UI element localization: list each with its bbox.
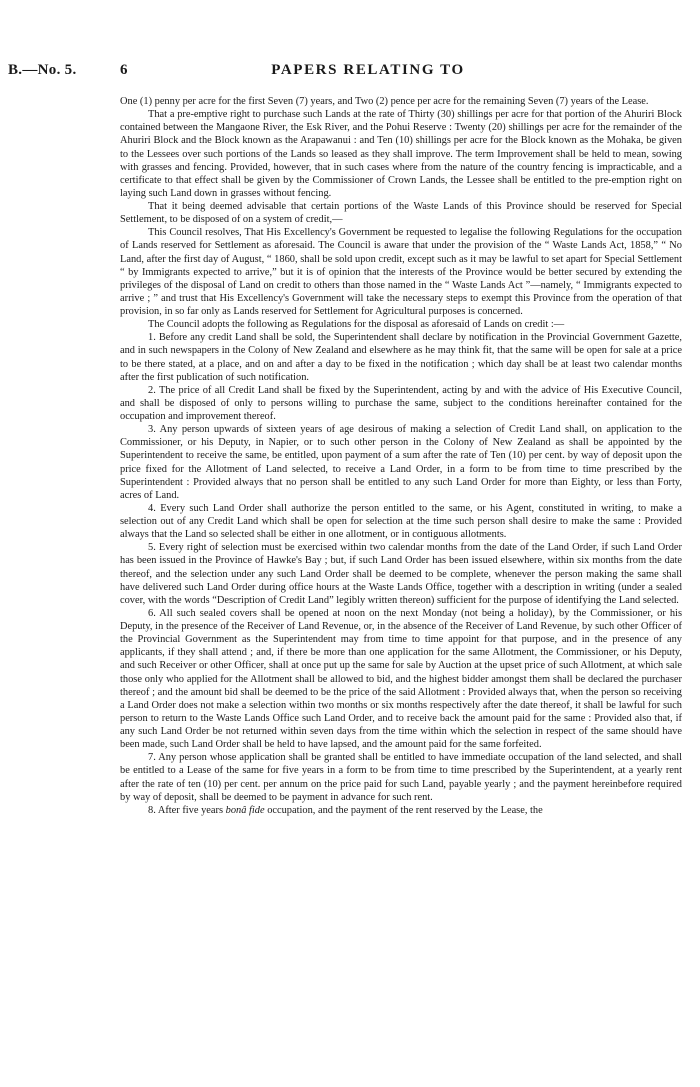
regulation-1: 1. Before any credit Land shall be sold, the Superintendent shall declare by notification in the Provincial Government Gazette, and in such newspapers in the Colony of New Zealand and elsewhere as he may think fit, that the same will be open for sale at a price to be there stated, at a place, and on and after a day to be fixed in the notification ; which day shall be at least two calendar months after the first publication of such notification. xyxy=(120,332,682,383)
regulation-6: 6. All such sealed covers shall be opened at noon on the next Monday (not being a holiday), by the Commissioner, or his Deputy, in the presence of the Receiver of Land Revenue, or, in the absence of the Receiver of Land Revenue, by such other Officer of the Provincial Government as the Superintendent may from time to time appoint for that purpose, and in the presence of any applicants, if they shall attend ; and, if there be more than one application for the same Allotment, the Commissioner, or his Deputy, and such Receiver or other Officer, shall at once put up the same for sale by Auction at the upset price of such Allotment, at which sale those only who applied for the Allotment shall be allowed to bid, and the highest bidder amongst them shall be declared the purchaser thereof ; and the amount bid shall be deemed to be the price of the said Allotment : Provided always that, when the person so receiving a Land Order does not make a selection within two months or six months respectively after the date thereof, it shall be lawful for such person to return to the Waste Lands Office such Land Order, and to receive back the amount paid for the same : Provided also that, if any such Land Order be not returned within seven days from the time within which the selection in respect of the same should have been made, such Land Order shall be held to have lapsed, and the amount paid for the same forfeited. xyxy=(120,607,682,751)
body-text xyxy=(120,95,682,817)
paragraph: This Council resolves, That His Excellency's Government be requested to legalise the following Regulations for the occupation of Lands reserved for Settlement as aforesaid. The Council is aware that under the provision of the “ Waste Lands Act, 1858,” “ No Land, after the first day of August, “ 1860, shall be sold upon credit, except such as it may be lawful to set apart for Special Settlement “ by Immigrants expected to arrive,” but it is of opinion that the interests of the Province would be better secured by extending the privileges of the disposal of Land on credit to others than those named in the “ Waste Lands Act ”—namely, “ Immigrants expected to arrive ; ” and trust that His Excellency's Government will take the necessary steps to exempt this Province from the operation of that provision, in so far only as Lands reserved for Settlement for Agricultural purposes is concerned. xyxy=(120,227,682,317)
page-header xyxy=(8,62,692,84)
regulation-8-tail: occupation, and the payment of the rent reserved by the Lease, the xyxy=(264,804,543,816)
page-number: 6 xyxy=(120,62,128,78)
regulation-4: 4. Every such Land Order shall authorize the person entitled to the same, or his Agent, constituted in writing, to make a selection out of any Credit Land which shall be open for selection at the time such person shall desire to make the same : Provided always that the Land so selected shall be either in one allotment, or in contiguous allotments. xyxy=(120,502,682,541)
document-reference: B.—No. 5. xyxy=(8,62,77,78)
paragraph: That it being deemed advisable that certain portions of the Waste Lands of this Province should be reserved for Special Settlement, to be disposed of on a system of credit,— xyxy=(120,201,682,226)
regulation-7: 7. Any person whose application shall be granted shall be entitled to have immediate occupation of the land selected, and shall be entitled to a Lease of the same for five years in a form to be from time to time prescribed by the Superintendent, at a yearly rent after the rate of ten (10) per cent. per annum on the price paid for such Land, payable yearly ; and the payment hereinbefore required by way of deposit, shall be deemed to be payment in advance for such rent. xyxy=(120,752,682,803)
regulation-8 xyxy=(120,804,682,817)
regulation-3: 3. Any person upwards of sixteen years of age desirous of making a selection of Credit Land shall, on application to the Commissioner, or his Deputy, in Napier, or to such other person in the Colony of New Zealand as shall be appointed by the Superintendent to receive the same, be entitled, upon payment of a sum after the rate of Ten (10) per cent. by way of deposit upon the price fixed for the Allotment of Land selected, to receive a Land Order, in a form to be from time to time prescribed by the Superintendent : Provided always that no person shall be entitled to any such Land Order for more than Eighty, or less than Forty, acres of Land. xyxy=(120,424,682,501)
regulation-8-italic: bonâ fide xyxy=(225,804,265,816)
running-title: PAPERS RELATING TO xyxy=(271,62,465,78)
paragraph: The Council adopts the following as Regulations for the disposal as aforesaid of Lands on credit :— xyxy=(148,319,565,331)
paragraph: One (1) penny per acre for the first Seven (7) years, and Two (2) pence per acre for the remaining Seven (7) years of the Lease. xyxy=(120,96,649,107)
regulation-2: 2. The price of all Credit Land shall be fixed by the Superintendent, acting by and with the advice of His Executive Council, and shall be disposed of only to persons willing to purchase the same, subject to the conditions hereinafter contained for the occupation and improvement thereof. xyxy=(120,384,682,422)
paragraph: That a pre-emptive right to purchase such Lands at the rate of Thirty (30) shillings per acre for that portion of the Ahuriri Block contained between the Mangaone River, the Esk River, and the Pohui Reserve : Twenty (20) shillings per acre for the remainder of the Ahuriri Block and the Block known as the Arapawanui : and Ten (10) shillings per acre for the Block known as the Mohaka, be given to the Lessees over such portions of the Lands so leased as they shall improve. The term Improvement shall be held to mean, sowing with grasses and fencing. Provided, however, that in such cases where from the nature of the country fencing is impracticable, and a certificate to that effect shall be given by the Commissioner of Crown Lands, the Lessee shall be entitled to the pre-emption right on laying such Land down in grasses without fencing. xyxy=(120,109,682,199)
regulation-5: 5. Every right of selection must be exercised within two calendar months from the date of the Land Order, if such Land Order has been issued in the Province of Hawke's Bay ; but, if such Land Order has been issued elsewhere, within six months from the date thereof, and the selection under any such Land Order shall be deemed to be complete, whenever the person making the same shall have delivered such Land Order during office hours at the Waste Lands Office, together with a description in writing (under a sealed cover, with the words “Description of Credit Land” legibly written thereon) sufficient for the purpose of identifying the Land selected. xyxy=(120,542,682,606)
regulation-8-lead: 8. After five years xyxy=(148,804,226,816)
